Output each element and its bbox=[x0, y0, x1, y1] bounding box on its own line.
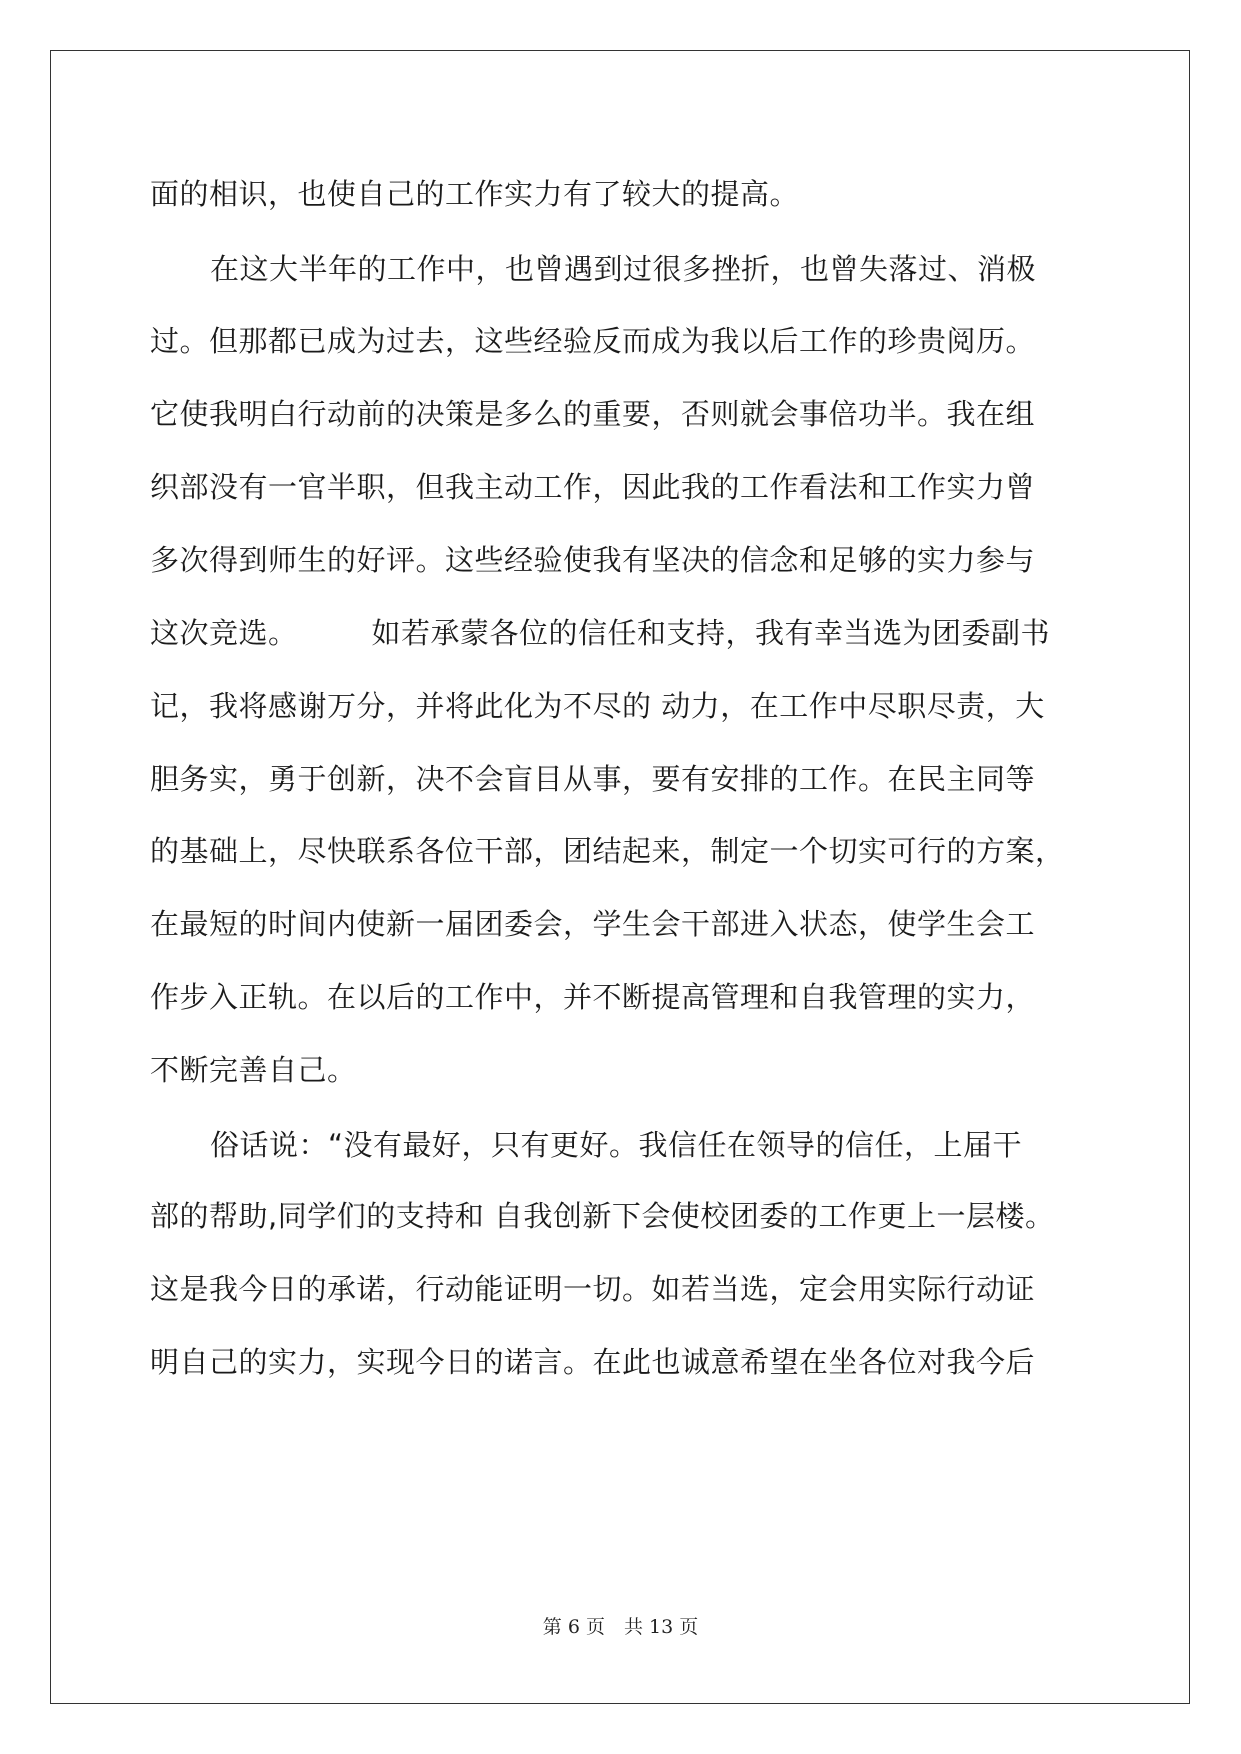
body-line: 的基础上，尽快联系各位干部，团结起来，制定一个切实可行的方案， bbox=[150, 834, 1065, 868]
body-line: 在最短的时间内使新一届团委会，学生会干部进入状态，使学生会工 bbox=[150, 907, 1036, 941]
body-line: 织部没有一官半职，但我主动工作，因此我的工作看法和工作实力曾 bbox=[150, 470, 1036, 504]
body-line: 记，我将感谢万分，并将此化为不尽的 动力，在工作中尽职尽责，大 bbox=[150, 689, 1045, 723]
body-line: 这次竞选。 如若承蒙各位的信任和支持，我有幸当选为团委副书 bbox=[150, 616, 1051, 650]
body-line: 胆务实，勇于创新，决不会盲目从事，要有安排的工作。在民主同等 bbox=[150, 762, 1036, 796]
body-line: 不断完善自己。 bbox=[150, 1053, 357, 1087]
body-line: 明自己的实力，实现今日的诺言。在此也诚意希望在坐各位对我今后 bbox=[150, 1345, 1036, 1379]
paragraph-first-line: 在这大半年的工作中，也曾遇到过很多挫折，也曾失落过、消极 bbox=[210, 252, 1037, 286]
body-line: 部的帮助,同学们的支持和 自我创新下会使校团委的工作更上一层楼。 bbox=[150, 1199, 1055, 1233]
page-number-footer: 第 6 页 共 13 页 bbox=[542, 1616, 699, 1638]
body-line: 多次得到师生的好评。这些经验使我有坚决的信念和足够的实力参与 bbox=[150, 543, 1036, 577]
body-line: 它使我明白行动前的决策是多么的重要，否则就会事倍功半。我在组 bbox=[150, 397, 1036, 431]
body-line: 过。但那都已成为过去，这些经验反而成为我以后工作的珍贵阅历。 bbox=[150, 324, 1036, 358]
page-border bbox=[50, 50, 1190, 1704]
body-line: 面的相识，也使自己的工作实力有了较大的提高。 bbox=[150, 177, 800, 211]
paragraph-first-line: 俗话说：“没有最好，只有更好。我信任在领导的信任，上届干 bbox=[210, 1128, 1023, 1162]
body-line: 作步入正轨。在以后的工作中，并不断提高管理和自我管理的实力， bbox=[150, 980, 1036, 1014]
body-line: 这是我今日的承诺，行动能证明一切。如若当选，定会用实际行动证 bbox=[150, 1272, 1036, 1306]
